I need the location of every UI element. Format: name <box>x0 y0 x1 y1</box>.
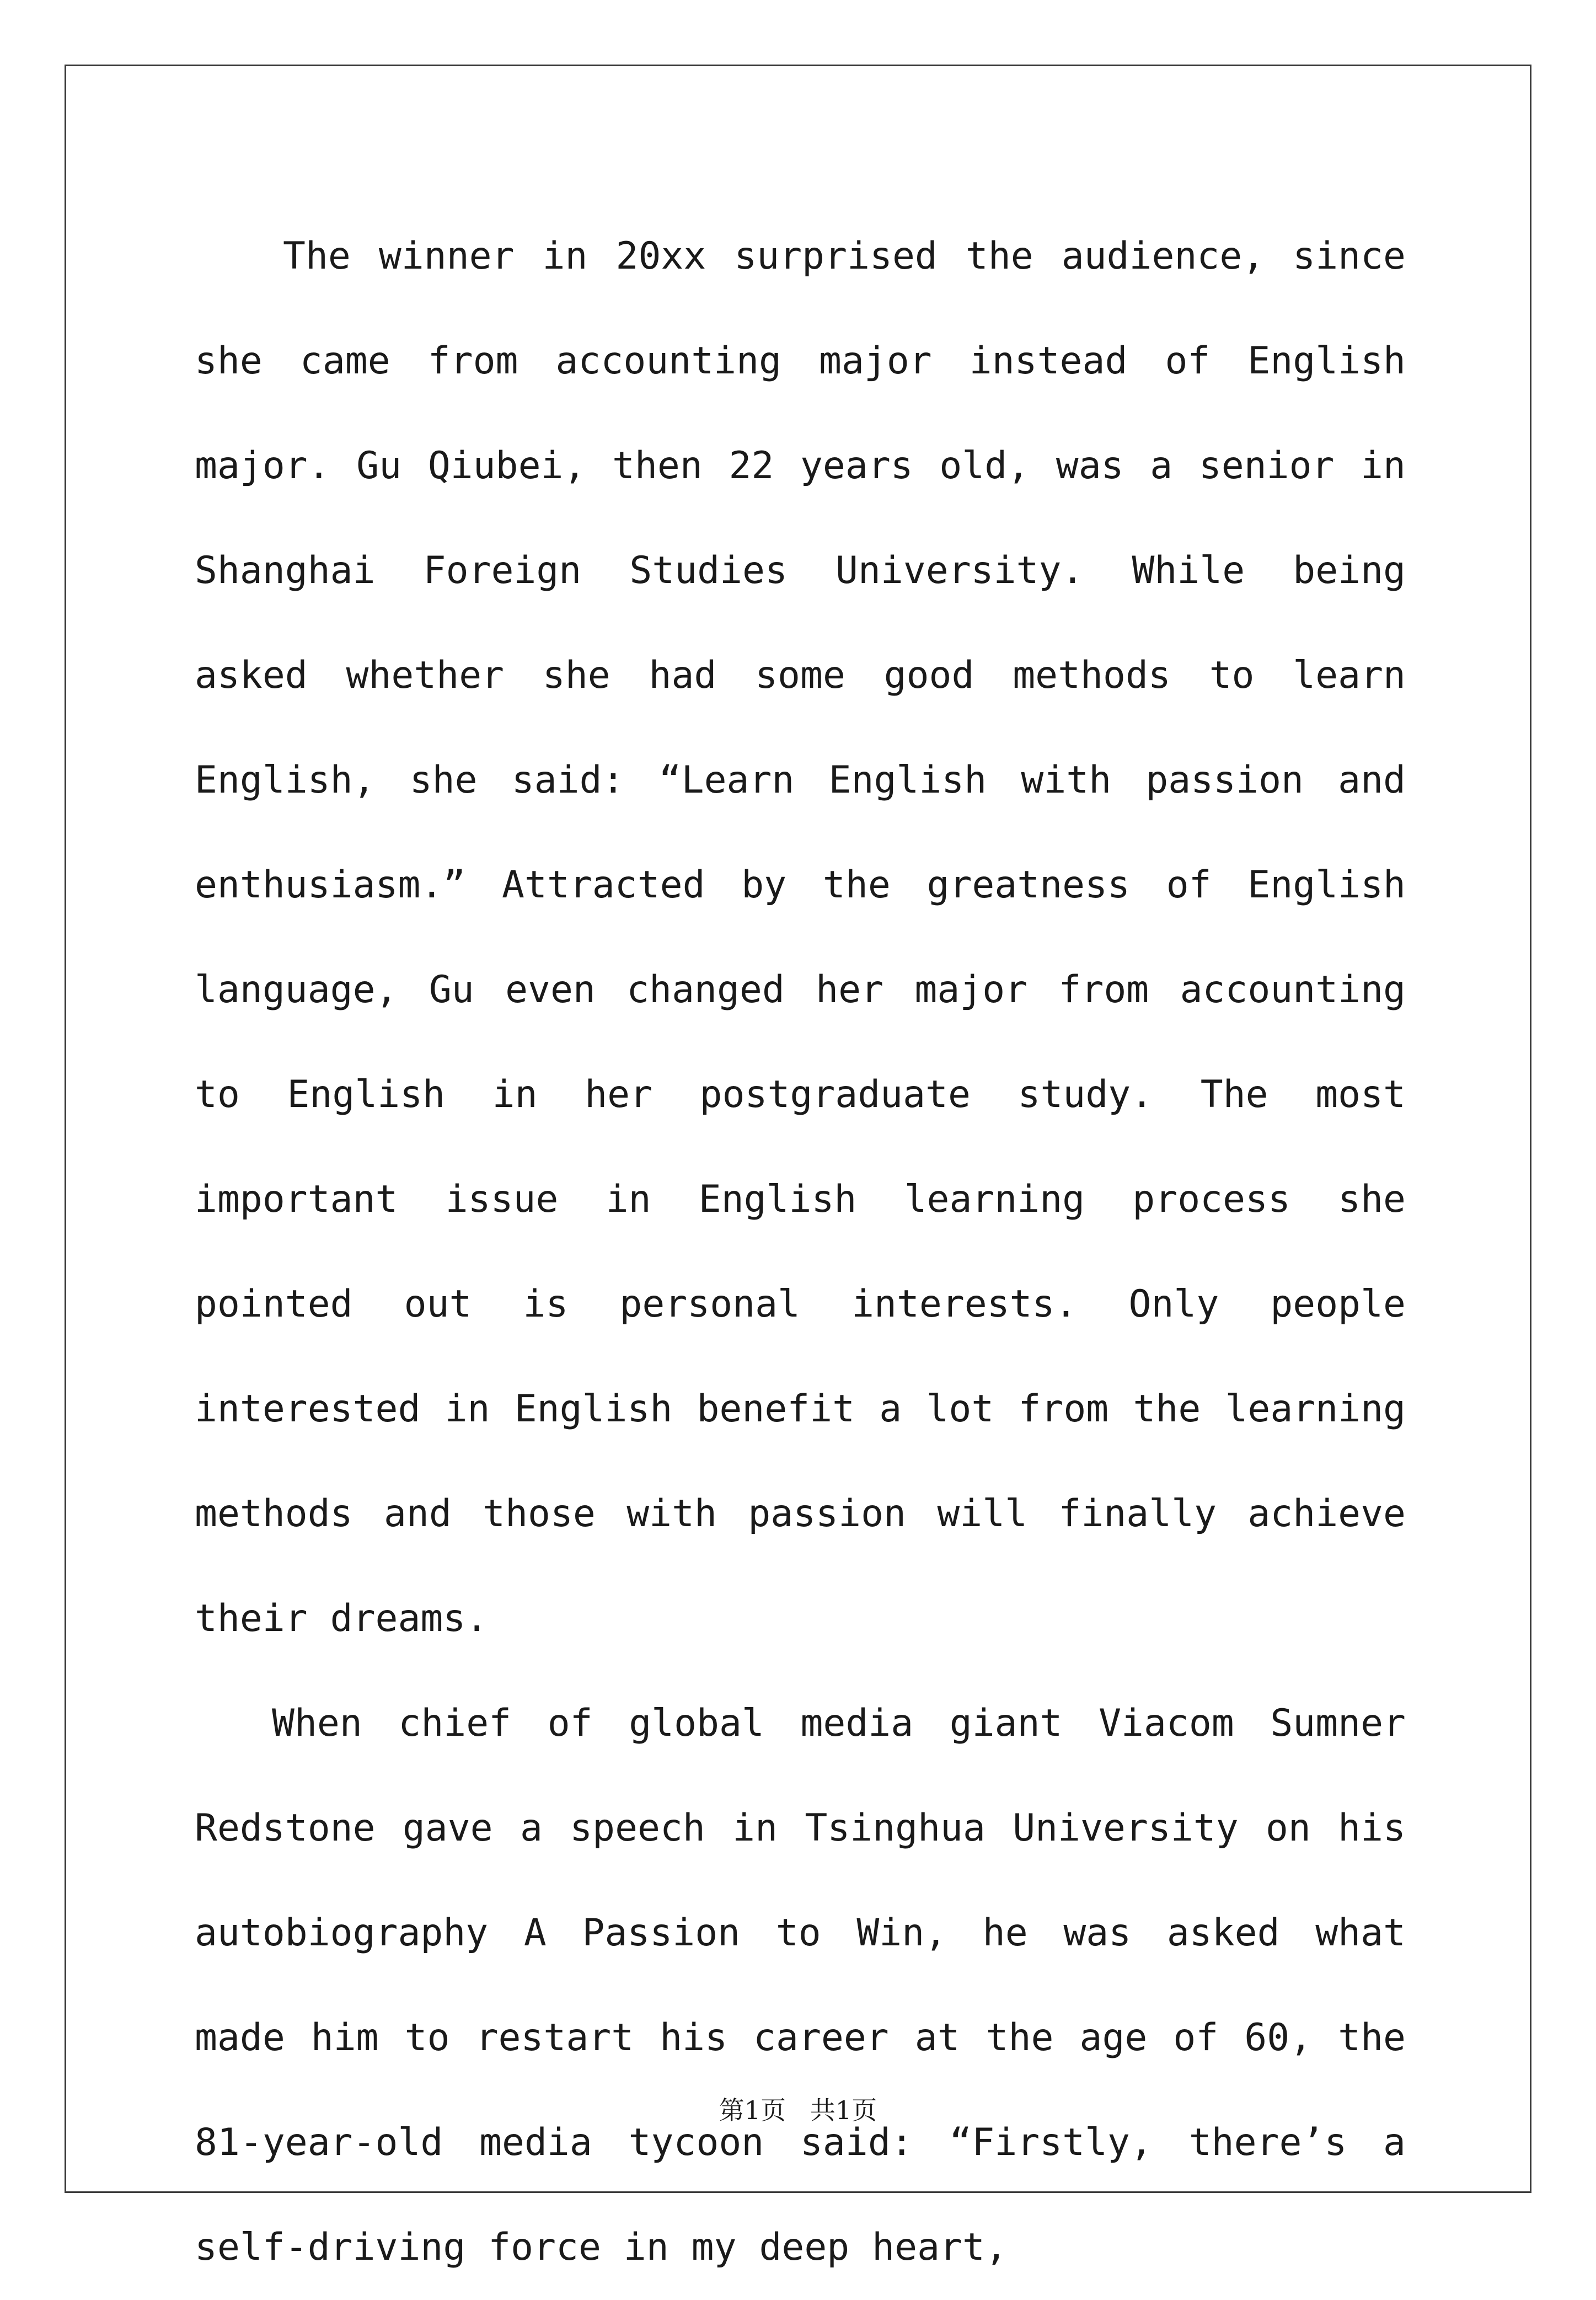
paragraph-1: The winner in 20xx surprised the audience, since she came from accounting major instead of English major. Gu Qiubei, then 22 years old, was a senior in Shanghai Foreign Studies University. While being asked whether she had some good methods to learn English, she said: “Learn English with passion and enthusiasm.” Attracted by the greatness of English language, Gu even changed her major from accounting to English in her postgraduate study. The most important issue in English learning process she pointed out is personal interests. Only people interested in English benefit a lot from the learning methods and those with passion will finally achieve their dreams. <box>195 234 1406 1640</box>
page-number-footer: 第1页 共1页 <box>719 2095 877 2125</box>
document-body <box>195 204 1406 2300</box>
paragraph-2: When chief of global media giant Viacom Sumner Redstone gave a speech in Tsinghua University on his autobiography A Passion to Win, he was asked what made him to restart his career at the age of 60, the 81-year-old media tycoon said: “Firstly, there’s a self-driving force in my deep heart, <box>195 1702 1406 2269</box>
